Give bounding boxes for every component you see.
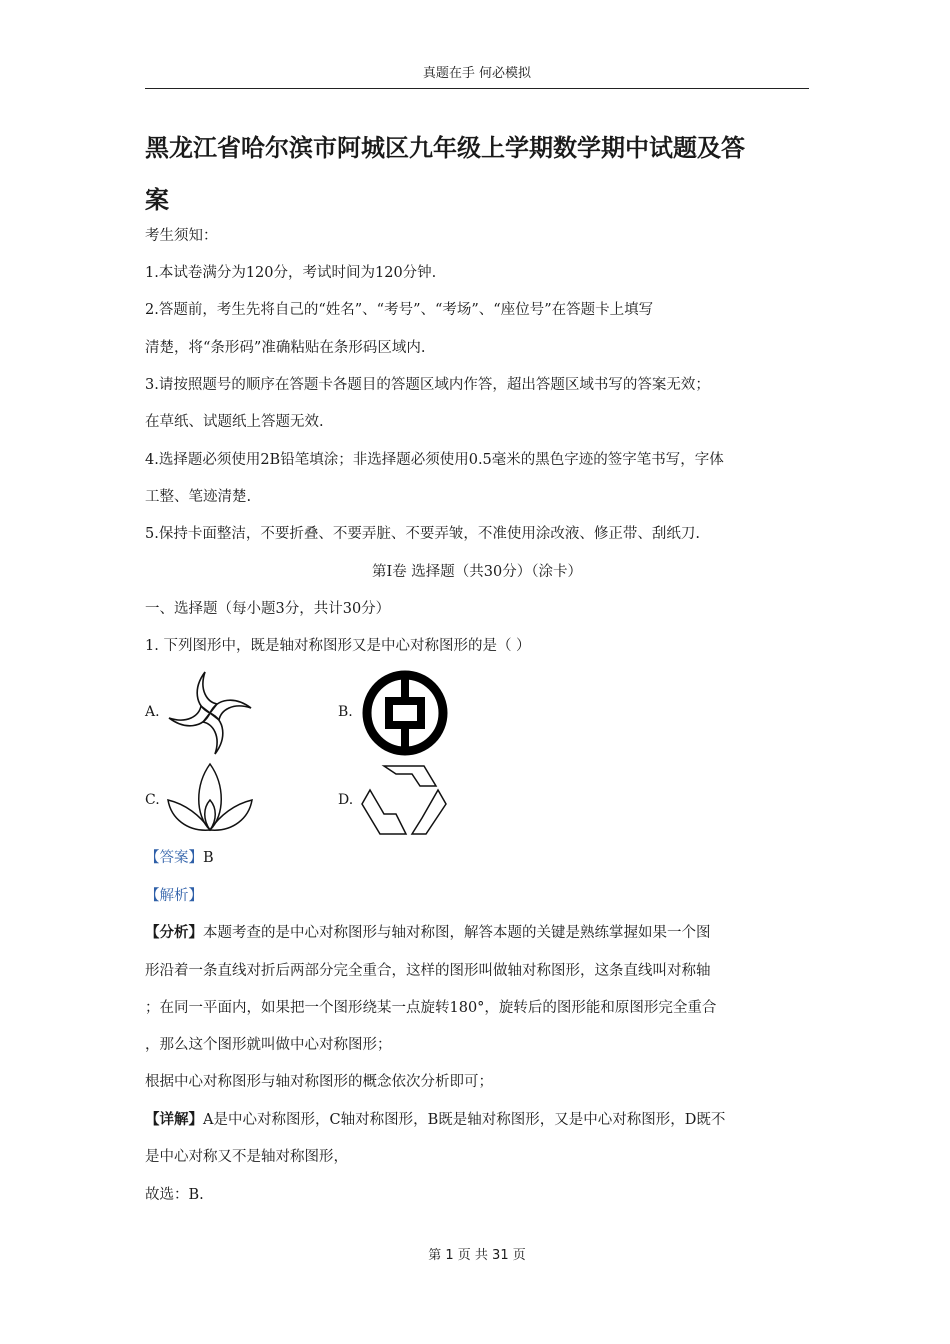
answer-tag: 【答案】	[145, 850, 203, 866]
notice-line-5: 在草纸、试题纸上答题无效.	[145, 414, 324, 430]
page-header: 真题在手 何必模拟	[422, 66, 532, 81]
section-title: 第Ⅰ卷 选择题（共30分）（涂卡）	[371, 564, 583, 580]
notice-line-3: 清楚，将“条形码”准确粘贴在条形码区域内.	[145, 340, 426, 356]
header-rule	[145, 88, 809, 89]
analysis-line-5: 根据中心对称图形与轴对称图形的概念依次分析即可；	[145, 1074, 493, 1090]
analysis-heading: 【解析】	[145, 888, 203, 904]
option-d-label: D.	[338, 792, 354, 808]
page-footer: 第 1 页 共 31 页	[428, 1248, 526, 1263]
notice-line-1: 1.本试卷满分为120分，考试时间为120分钟.	[145, 265, 437, 281]
analysis-tag: 【分析】	[145, 924, 203, 941]
analysis-line-2: 形沿着一条直线对折后两部分完全重合，这样的图形叫做轴对称图形，这条直线叫对称轴	[145, 963, 711, 979]
option-a-label: A.	[145, 704, 160, 720]
notice-line-7: 工整、笔迹清楚.	[145, 489, 252, 505]
detail-line-2: 是中心对称又不是轴对称图形，	[145, 1149, 348, 1165]
option-b-label: B.	[338, 704, 353, 720]
option-d-hexagon-figure	[360, 762, 450, 836]
option-c-label: C.	[145, 792, 160, 808]
answer-line	[145, 846, 214, 867]
answer-value: B	[203, 850, 214, 866]
notice-line-8: 5.保持卡面整洁，不要折叠、不要弄脏、不要弄皱，不准使用涂改液、修正带、刮纸刀.	[145, 526, 700, 542]
detail-text-1: A是中心对称图形，C轴对称图形，B既是轴对称图形，又是中心对称图形，D既不	[203, 1112, 726, 1128]
section-part: 一、选择题（每小题3分，共计30分）	[145, 601, 391, 617]
notice-line-2: 2.答题前，考生先将自己的“姓名”、“考号”、“考场”、“座位号”在答题卡上填写	[145, 302, 654, 318]
analysis-line-4: ，那么这个图形就叫做中心对称图形；	[145, 1037, 392, 1053]
option-c-lotus-figure	[165, 760, 255, 836]
detail-line-3: 故选：B.	[145, 1187, 204, 1203]
document-title	[145, 122, 815, 226]
title-line-1: 黑龙江省哈尔滨市阿城区九年级上学期数学期中试题及答	[145, 134, 745, 162]
notice-line-4: 3.请按照题号的顺序在答题卡各题目的答题区域内作答，超出答题区域书写的答案无效；	[145, 377, 710, 393]
detail-tag: 【详解】	[145, 1111, 203, 1128]
analysis-text-1: 本题考查的是中心对称图形与轴对称图，解答本题的关键是熟练掌握如果一个图	[203, 925, 711, 941]
notice-heading: 考生须知：	[145, 228, 218, 244]
option-b-coin-figure	[360, 668, 450, 758]
analysis-line-1	[145, 921, 711, 942]
detail-line-1	[145, 1108, 725, 1129]
question-1-stem: 1. 下列图形中，既是轴对称图形又是中心对称图形的是（ ）	[145, 638, 531, 654]
analysis-line-3: ；在同一平面内，如果把一个图形绕某一点旋转180°，旋转后的图形能和原图形完全重合	[145, 1000, 717, 1016]
notice-line-6: 4.选择题必须使用2B铅笔填涂；非选择题必须使用0.5毫米的黑色字迹的签字笔书写，字体	[145, 452, 724, 468]
option-a-pinwheel-figure	[165, 668, 255, 758]
title-line-2: 案	[145, 186, 169, 214]
